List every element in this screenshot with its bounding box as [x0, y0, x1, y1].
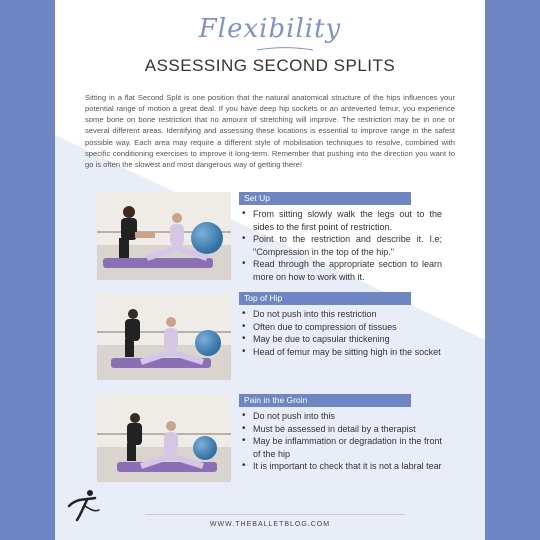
section-heading: Set Up: [239, 192, 411, 205]
bullet-list: [239, 208, 442, 284]
bullet-item: • Point to the restriction and describe it. I.e; "Compression in the top of the hip.": [239, 233, 442, 258]
photo-set-up: [97, 192, 231, 280]
bullet-item: • Head of femur may be sitting high in the socket: [239, 346, 442, 359]
dancer-logo-icon: [65, 488, 103, 522]
bullet-item: • Must be assessed in detail by a therapist: [239, 423, 442, 436]
footer-url[interactable]: WWW.THEBALLETBLOG.COM: [209, 521, 331, 528]
bullet-item: • Do not push into this: [239, 410, 442, 423]
footer-divider: [145, 514, 405, 515]
title-flourish: [255, 46, 315, 52]
bullet-item: • May be due to capsular thickening: [239, 333, 442, 346]
intro-paragraph: Sitting in a flat Second Split is one position that the natural anatomical structure of the hips influences your potential range of motion a great deal. If you have deep hip sockets or an anteverted femur, you experience some bone on bone restriction that no amount of stretching will improve. The restriction may be in one or several different areas. Identifying and assessing these locations is essential to improve range in the safest possible way. Each area may require a different style of mobilisation techniques to resolve, combined with specific conditioning exercises to improve it long-term. Remember that pushing into the direction you want to go is often the slowest and most dangerous way of getting there!: [85, 92, 455, 170]
document-page: [55, 0, 485, 540]
bullet-item: • May be inflammation or degradation in the front of the hip: [239, 435, 442, 460]
section-pain-in-groin: [97, 394, 442, 486]
section-heading: Pain in the Groin: [239, 394, 411, 407]
photo-top-of-hip: [97, 292, 231, 380]
bullet-item: • It is important to check that it is not a labral tear: [239, 460, 442, 473]
photo-pain-in-groin: [97, 394, 231, 482]
bullet-item: • Often due to compression of tissues: [239, 321, 442, 334]
bullet-item: • Read through the appropriate section to learn more on how to work with it.: [239, 258, 442, 283]
section-top-of-hip: [97, 292, 442, 384]
script-title: Flexibility: [198, 14, 342, 44]
section-set-up: [97, 192, 442, 284]
page-title: ASSESSING SECOND SPLITS: [144, 56, 396, 75]
bullet-list: [239, 308, 442, 358]
bullet-item: • From sitting slowly walk the legs out to the sides to the first point of restriction.: [239, 208, 442, 233]
section-heading: Top of Hip: [239, 292, 411, 305]
bullet-list: [239, 410, 442, 473]
bullet-item: • Do not push into this restriction: [239, 308, 442, 321]
